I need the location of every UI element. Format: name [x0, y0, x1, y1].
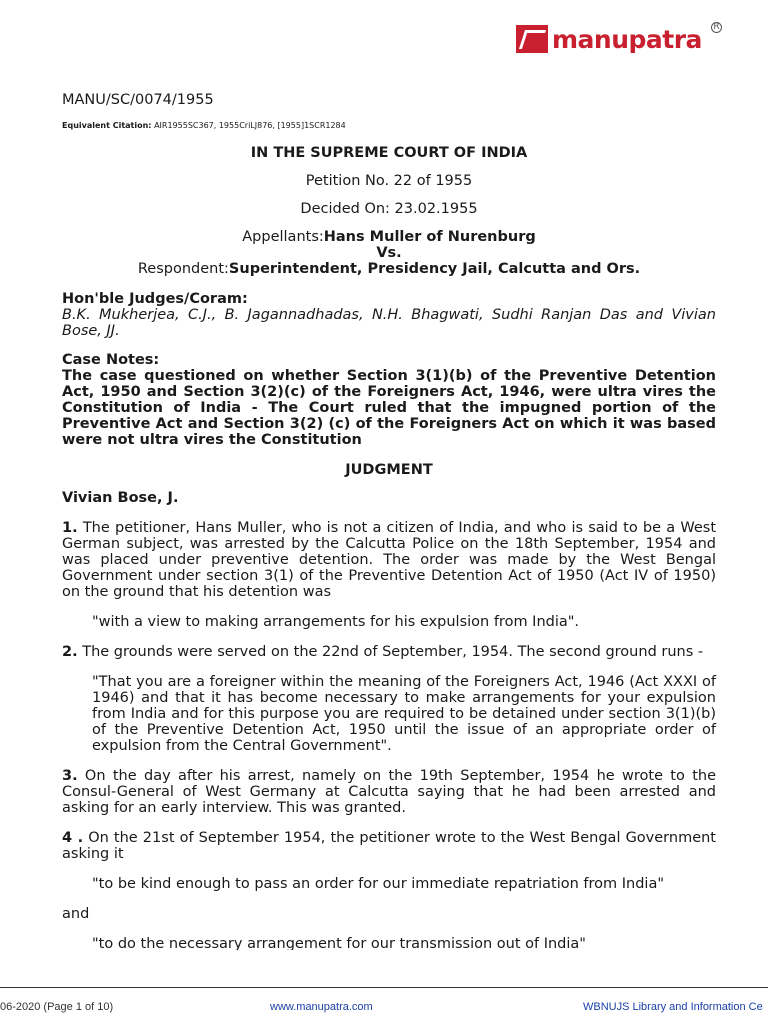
footer-page-info: 06-2020 (Page 1 of 10): [0, 1001, 114, 1013]
document-body: [62, 92, 716, 964]
court-title: IN THE SUPREME COURT OF INDIA: [250, 145, 528, 161]
brand-name: manupatra: [552, 24, 702, 54]
case-notes-text: The case questioned on whether Section 3(1)(b) of the Preventive Detention Act, 1950 and Section 3(2)(c) of the Foreigners Act, 1946, were ultra vires the Constitution of India - The Court ruled that the impugned portion of the Preventive Act and Section 3(2) (c) of the Foreigners Act on which it was based were not ultra vires the Constitution: [62, 368, 716, 448]
equivalent-label: Equivalent Citation:: [62, 121, 152, 130]
footer-library: WBNUJS Library and Information Ce: [583, 1001, 763, 1013]
judgment-author: Vivian Bose, J.: [62, 490, 179, 506]
versus: Vs.: [376, 245, 402, 261]
citation: MANU/SC/0074/1955: [62, 92, 214, 108]
respondent-label: Respondent:: [137, 261, 229, 277]
paragraph-number: 4 .: [62, 830, 84, 846]
quote-1: "with a view to making arrangements for his expulsion from India".: [92, 614, 580, 630]
paragraph-number: 1.: [62, 520, 78, 536]
judgment-title: JUDGMENT: [345, 462, 433, 478]
respondent-value: Superintendent, Presidency Jail, Calcutta and Ors.: [228, 261, 641, 277]
paragraph-number: 3.: [62, 768, 78, 784]
appellants-value: Hans Muller of Nurenburg: [323, 229, 536, 245]
connector-and: and: [62, 906, 90, 922]
paragraph-number: 2.: [62, 644, 78, 660]
paragraph-4: 4 . On the 21st of September 1954, the petitioner wrote to the West Bengal Government asking it: [62, 830, 716, 862]
equivalent-citation: [62, 121, 716, 131]
footer-website-link[interactable]: www.manupatra.com: [270, 1001, 373, 1013]
manupatra-logo: [516, 22, 720, 56]
respondent-line: [62, 261, 716, 277]
appellants-line: [62, 229, 716, 245]
case-notes-title: Case Notes:: [62, 352, 160, 368]
footer-divider: [0, 987, 768, 988]
petition-number: Petition No. 22 of 1955: [305, 173, 473, 189]
judges-title: Hon'ble Judges/Coram:: [62, 291, 248, 307]
appellants-label: Appellants:: [242, 229, 324, 245]
paragraph-3: 3. On the day after his arrest, namely on the 19th September, 1954 he wrote to the Consul-General of West Germany at Calcutta saying that he had been arrested and asking for an early interview. This was granted.: [62, 768, 716, 816]
equivalent-value: AIR1955SC367, 1955CriLJ876, [1955]1SCR1284: [154, 121, 346, 130]
quote-4: "to do the necessary arrangement for our transmission out of India": [92, 936, 586, 950]
manupatra-logo-icon: [516, 25, 548, 53]
quote-2: "That you are a foreigner within the meaning of the Foreigners Act, 1946 (Act XXXI of 1946) and that it has become necessary to make arrangements for your expulsion from India and for this purpose you are required to be detained under section 3(1)(b) of the Preventive Detention Act, 1950 until the issue of an appropriate order of expulsion from the Central Government".: [92, 674, 716, 754]
paragraph-1: 1. The petitioner, Hans Muller, who is not a citizen of India, and who is said to be a West German subject, was arrested by the Calcutta Police on the 18th September, 1954 and was placed under preventive detention. The order was made by the West Bengal Government under section 3(1) of the Preventive Detention Act of 1950 (Act IV of 1950) on the ground that his detention was: [62, 520, 716, 600]
paragraph-2: 2. The grounds were served on the 22nd of September, 1954. The second ground runs -: [62, 644, 704, 660]
parties-block: [62, 229, 716, 277]
judges-names: B.K. Mukherjea, C.J., B. Jagannadhadas, N.H. Bhagwati, Sudhi Ranjan Das and Vivian Bose, JJ.: [62, 307, 716, 339]
registered-mark: R: [711, 22, 722, 33]
quote-3: "to be kind enough to pass an order for our immediate repatriation from India": [92, 876, 665, 892]
decided-date: Decided On: 23.02.1955: [300, 201, 478, 217]
